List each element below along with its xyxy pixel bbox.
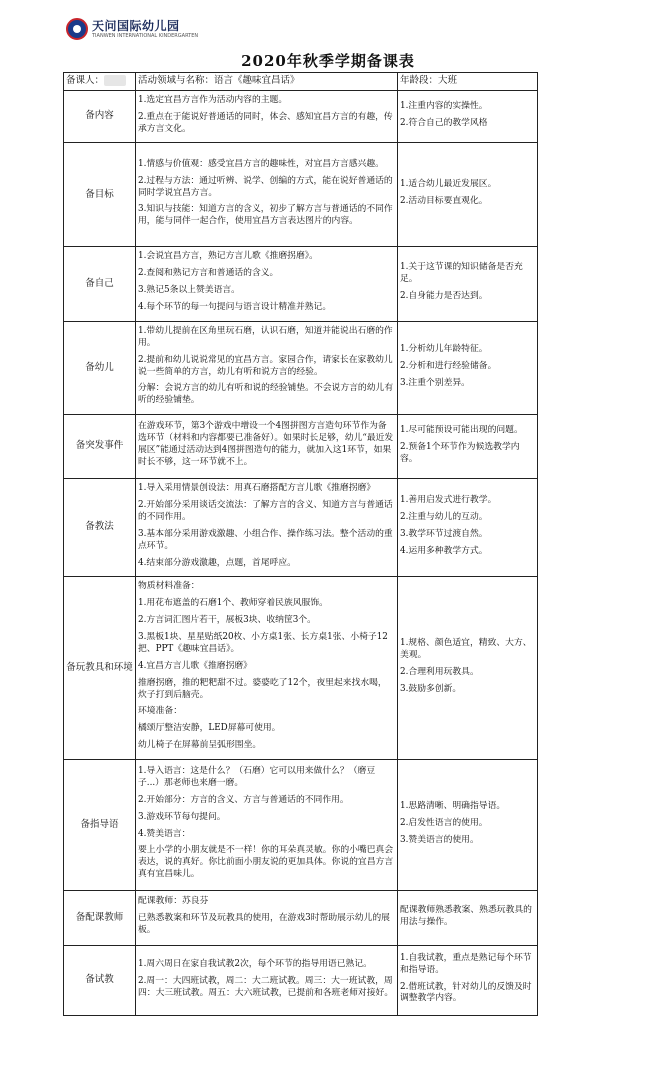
- content-line: 3.基本部分采用游戏激趣、小组合作、操作练习法。整个活动的重点环节。: [138, 528, 393, 551]
- grade-level: 年龄段：大班: [398, 73, 538, 91]
- table-row: [64, 143, 538, 247]
- note-line: 2.自身能力是否达到。: [400, 291, 488, 302]
- content-line: 1.导入采用情景创设法：用真石磨搭配方言儿歌《推磨拐磨》: [138, 483, 376, 494]
- row-notes: [398, 479, 538, 577]
- content-line: 4.每个环节的每一句提问与语言设计精准并熟记。: [138, 302, 332, 313]
- lesson-plan-table: [63, 72, 538, 1016]
- row-content: [136, 415, 398, 479]
- school-name-cn: 天问国际幼儿园: [92, 18, 180, 33]
- note-line: 1.注重内容的实操性。: [400, 100, 488, 111]
- row-notes: [398, 90, 538, 143]
- row-notes: [398, 143, 538, 247]
- content-line: 幼儿椅子在屏幕前呈弧形围坐。: [138, 740, 262, 751]
- content-line: 物质材料准备：: [138, 581, 200, 592]
- content-line: 2.过程与方法：通过听辨、说学、创编的方式，能在说好普通话的同时学说宜昌方言。: [138, 175, 393, 198]
- row-notes: [398, 891, 538, 946]
- content-line: 1.情感与价值观：感受宜昌方言的趣味性，对宜昌方言感兴趣。: [138, 158, 384, 169]
- table-row: [64, 321, 538, 414]
- note-line: 1.思路清晰、明确指导语。: [400, 800, 506, 811]
- note-line: 3.注重个别差异。: [400, 377, 470, 388]
- school-emblem-icon: [66, 18, 88, 40]
- row-content: [136, 143, 398, 247]
- row-label: 备指导语: [64, 760, 136, 891]
- row-content: [136, 479, 398, 577]
- table-row: [64, 415, 538, 479]
- school-name-en: TIANWEN INTERNATIONAL KINDERGARTEN: [92, 32, 199, 39]
- note-line: 1.适合幼儿最近发展区。: [400, 179, 497, 190]
- table-row: [64, 479, 538, 577]
- row-label: 备试教: [64, 946, 136, 1016]
- note-line: 4.运用多种教学方式。: [400, 545, 488, 556]
- row-content: [136, 760, 398, 891]
- row-content: [136, 321, 398, 414]
- content-line: 3.游戏环节每句提问。: [138, 811, 226, 822]
- preparer-name-redacted: [104, 75, 126, 86]
- row-label: 备教法: [64, 479, 136, 577]
- note-line: 1.尽可能预设可能出现的问题。: [400, 424, 523, 435]
- note-line: 配课教师熟悉教案、熟悉玩教具的用法与操作。: [400, 904, 532, 927]
- note-line: 2.注重与幼儿的互动。: [400, 511, 488, 522]
- row-notes: [398, 321, 538, 414]
- row-label: 备自己: [64, 247, 136, 322]
- note-line: 2.合理利用玩教具。: [400, 666, 479, 677]
- activity-name: 活动领域与名称：语言《趣味宜昌话》: [136, 73, 398, 91]
- content-line: 3.黑板1块、星星贴纸20枚、小方桌1张、长方桌1张、小椅子12把、PPT《趣味宜昌话》。: [138, 632, 388, 654]
- row-content: [136, 891, 398, 946]
- note-line: 1.善用启发式进行教学。: [400, 495, 497, 506]
- table-row: [64, 760, 538, 891]
- table-row: [64, 247, 538, 322]
- table-row: [64, 577, 538, 760]
- preparer-label: 备课人：: [66, 75, 105, 86]
- note-line: 2.分析和进行经验储备。: [400, 360, 497, 371]
- note-line: 3.鼓励多创新。: [400, 683, 462, 694]
- row-notes: [398, 577, 538, 760]
- content-line: 橘颂厅整洁安静，LED屏幕可使用。: [138, 723, 281, 734]
- content-line: 2.周一：大四班试教，周二：大二班试教。周三：大一班试教，周四：大三班试教。周五：大六班试教，已提前和各班老师对接好。: [138, 975, 394, 998]
- content-line: 已熟悉教案和环节及玩教具的使用，在游戏3时帮助展示幼儿的展板。: [138, 913, 390, 935]
- content-line: 4.宜昌方言儿歌《推磨拐磨》: [138, 660, 252, 671]
- row-content: [136, 247, 398, 322]
- row-notes: [398, 247, 538, 322]
- content-line: 在游戏环节，第3个游戏中增设一个4图拼图方言造句环节作为备选环节（材料和内容都要已准备好）。如果时长足够，幼儿“最近发展区”能通过活动达到4图拼图造句的能力，就加入这1环节，如果时长不够，这一环节就不上。: [138, 421, 394, 468]
- content-line: 4.结束部分游戏激趣，点题，首尾呼应。: [138, 557, 296, 568]
- content-line: 3.知识与技能：知道方言的含义，初步了解方言与普通话的不同作用，能与同伴一起合作，使用宜昌方言表达图片的内容。: [138, 204, 393, 227]
- note-line: 1.自我试教，重点是熟记每个环节和指导语。: [400, 952, 532, 975]
- content-line: 2.方言词汇图片若干，展板3块、收纳筐3个。: [138, 615, 316, 626]
- content-line: 1.用花布遮盖的石磨1个、教师穿着民族风服饰。: [138, 598, 328, 609]
- note-line: 2.活动目标要直观化。: [400, 195, 488, 206]
- content-line: 推磨拐磨，推的粑粑甜不过。婆婆吃了12个，夜里起来找水喝，炊子打到后脑壳。: [138, 677, 387, 700]
- content-line: 配课教师：苏良芬: [138, 896, 209, 907]
- row-content: [136, 946, 398, 1016]
- note-line: 3.教学环节过渡自然。: [400, 528, 488, 539]
- content-line: 2.开始部分采用谈话交流法：了解方言的含义、知道方言与普通话的不同作用。: [138, 500, 393, 522]
- school-logo: [66, 18, 198, 40]
- content-line: 2.重点在于能说好普通话的同时，体会、感知宜昌方言的有趣，传承方言文化。: [138, 111, 393, 134]
- row-label: 备玩教具和环境: [64, 577, 136, 760]
- content-line: 1.导入语言：这是什么？（石磨）它可以用来做什么？（磨豆子...）那老师也来磨一磨。: [138, 766, 376, 788]
- row-label: 备配课教师: [64, 891, 136, 946]
- content-line: 3.熟记5条以上赞美语言。: [138, 285, 240, 296]
- note-line: 2.符合自己的教学风格: [400, 117, 488, 128]
- header-row: [64, 73, 538, 91]
- content-line: 2.开始部分：方言的含义、方言与普通话的不同作用。: [138, 794, 349, 805]
- note-line: 2.预备1个环节作为候选教学内容。: [400, 441, 520, 464]
- content-line: 1.选定宜昌方言作为活动内容的主题。: [138, 94, 288, 105]
- note-line: 2.启发性语言的使用。: [400, 817, 488, 828]
- content-line: 环境准备：: [138, 706, 182, 717]
- note-line: 1.分析幼儿年龄特征。: [400, 343, 488, 354]
- row-notes: [398, 415, 538, 479]
- table-row: [64, 946, 538, 1016]
- note-line: 1.关于这节课的知识储备是否充足。: [400, 262, 523, 285]
- note-line: 1.规格、颜色适宜，精致、大方、美观。: [400, 638, 532, 660]
- row-label: 备目标: [64, 143, 136, 247]
- row-label: 备突发事件: [64, 415, 136, 479]
- page-title: 2020年秋季学期备课表: [241, 52, 415, 70]
- table-row: [64, 90, 538, 143]
- content-line: 2.查阅和熟记方言和普通话的含义。: [138, 268, 279, 279]
- content-line: 1.带幼儿提前在区角里玩石磨，认识石磨，知道并能说出石磨的作用。: [138, 325, 393, 348]
- row-notes: [398, 946, 538, 1016]
- row-label: 备内容: [64, 90, 136, 143]
- note-line: 3.赞美语言的使用。: [400, 834, 479, 845]
- row-notes: [398, 760, 538, 891]
- content-line: 分解：会说方言的幼儿有听和说的经验铺垫。不会说方言的幼儿有听的经验铺垫。: [138, 383, 394, 406]
- content-line: 2.提前和幼儿说说常见的宜昌方言。家园合作，请家长在家教幼儿说一些简单的方言，幼儿有听和说方言的经验。: [138, 354, 393, 377]
- content-line: 要上小学的小朋友就是不一样！你的耳朵真灵敏。你的小嘴巴真会表达，说的真好。你比前面小朋友说的更加具体。你说的宜昌方言真有宜昌味儿。: [138, 845, 394, 880]
- note-line: 2.借班试教，针对幼儿的反馈及时调整教学内容。: [400, 981, 532, 1004]
- content-line: 4.赞美语言：: [138, 828, 191, 839]
- row-content: [136, 577, 398, 760]
- table-row: [64, 891, 538, 946]
- row-label: 备幼儿: [64, 321, 136, 414]
- content-line: 1.周六周日在家自我试教2次，每个环节的指导用语已熟记。: [138, 958, 372, 969]
- row-content: [136, 90, 398, 143]
- preparer-cell: [64, 73, 136, 91]
- content-line: 1.会说宜昌方言，熟记方言儿歌《推磨拐磨》。: [138, 251, 318, 262]
